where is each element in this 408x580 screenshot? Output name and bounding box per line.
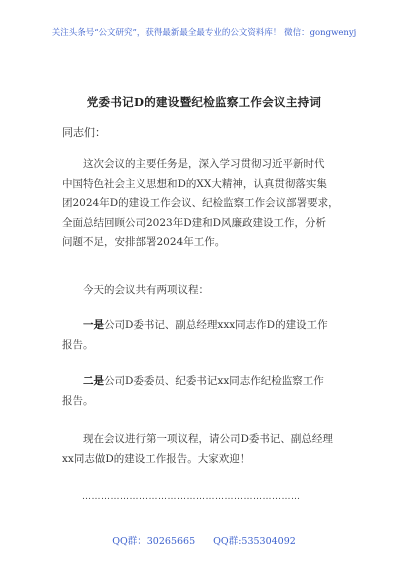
dotted-separator: …………………………………………………………… xyxy=(82,492,301,502)
salutation: 同志们： xyxy=(62,126,106,139)
paragraph-line: 全面总结回顾公司2023年D建和D风廉政建设工作，分析 xyxy=(62,216,327,229)
paragraph-line: 团2024年D的建设工作会议、纪检监察工作会议部署要求， xyxy=(62,197,339,209)
footer-qq-group-2: QQ群:535304092 xyxy=(213,536,296,547)
document-title: 党委书记D的建设暨纪检监察工作会议主持词 xyxy=(86,95,322,109)
agenda-item-text: 报告。 xyxy=(62,394,94,407)
agenda-item-text: 公司D委委员、纪委书记xx同志作纪检监察工作 xyxy=(104,375,324,387)
footer-qq-group-1: QQ群：30265665 xyxy=(112,536,196,547)
paragraph-closing xyxy=(62,430,352,469)
paragraph-line: 问题不足，安排部署2024年工作。 xyxy=(62,236,226,248)
agenda-item-text: 公司D委书记、副总经理xxx同志作D的建设工作 xyxy=(104,319,328,331)
agenda-item-lead: 一是 xyxy=(83,319,104,331)
agenda-item-lead: 二是 xyxy=(83,375,104,387)
agenda-item-2 xyxy=(62,372,352,411)
paragraph-line: xx同志做D的建设工作报告。大家欢迎！ xyxy=(62,452,251,465)
agenda-item-1 xyxy=(62,316,352,355)
footer-contact xyxy=(0,533,408,547)
paragraph-tasks xyxy=(62,155,352,253)
paragraph-line: 今天的会议共有两项议程： xyxy=(83,284,209,296)
paragraph-line: 这次会议的主要任务是，深入学习贯彻习近平新时代 xyxy=(83,158,325,170)
header-banner: 关注头条号“公文研究”，获得最新最全最专业的公文资料库！ 微信：gongwenyj xyxy=(51,28,357,38)
paragraph-line: 中国特色社会主义思想和D的XX大精神，认真贯彻落实集 xyxy=(62,177,327,190)
agenda-item-text: 报告。 xyxy=(62,338,94,351)
paragraph-line: 现在会议进行第一项议程，请公司D委书记、副总经理 xyxy=(83,433,333,445)
paragraph-agenda-intro xyxy=(62,281,352,301)
